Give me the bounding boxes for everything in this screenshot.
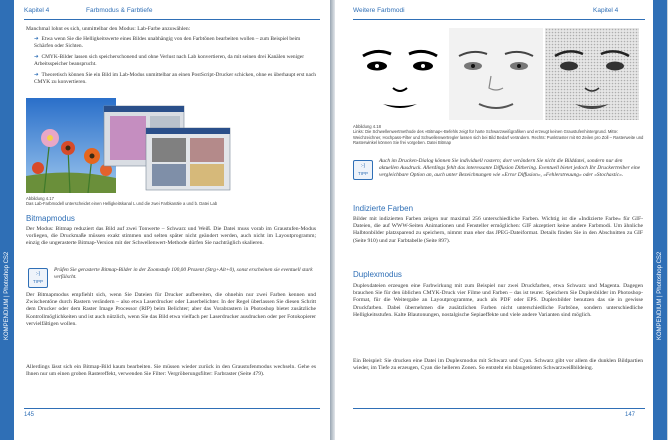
arrow-icon: ➜ (34, 72, 39, 78)
right-tip-text: Auch im Drucken-Dialog können Sie individuell rastern; dort verändern Sie nicht die Bilddatei, sondern nur den aktuellen Ausdruck. Allerdings fehlt das interessante Diffusion Dithering. Eventuell bietet jedoch Ihr Druckertreiber eine vergleichbare Option an, auch unter Bezeichnungen wie »Error Diffusion«, »Fehlerstreuung« oder »Stochastic«. (379, 158, 641, 178)
left-tip-text: Prüfen Sie gerasterte Bitmap-Bilder in der Zoomstufe 100,00 Prozent (Strg+Alt+0), sonst erscheinen sie eventuell stark verfälscht. (54, 267, 313, 280)
right-footer-rule (353, 408, 645, 409)
arrow-icon: ➜ (34, 36, 39, 42)
section-bitmap-heading: Bitmapmodus (26, 214, 75, 223)
lab-figure-graphic (26, 98, 236, 193)
right-header-chapter: Kapitel 4 (593, 7, 619, 14)
left-page-number: 145 (24, 412, 35, 418)
section-duplex-heading: Duplexmodus (353, 270, 402, 279)
left-header-rule (24, 19, 320, 20)
left-paragraph-3: Allerdings lässt sich ein Bitmap-Bild kaum bearbeiten. Sie müssen wieder zurück in den Graustufenmodus wechseln. Gehe es Ihnen nur um einen groben Rastereffekt, verwenden Sie Filter: Vergröberungsfilter: Farbraster (Seite 479). (26, 364, 316, 378)
tip-icon: :-) TIPP (353, 160, 373, 180)
face-threshold-graphic (353, 28, 447, 120)
section-indexed-text: Bilder mit indizierten Farben zeigen nur maximal 256 unterschiedliche Farben. Wichtig ist die »Indizierte Farbe« für GIF-Dateien, die auf WWW-Seiten Animationen und Fensteller ermöglichen: GIF akzeptiert keine andere Farbmodi. Um ähnliche Halbtonbilder platzsparend zu speichern, nimmt man eher das JPEG-Dateiformat. Details finden Sie in den Abschnitten zu GIF (Seite 910) und zur Farbtabelle (Seite 897). (353, 216, 643, 244)
left-edge-text: KOMPENDIUM | Photoshop CS2 (4, 251, 10, 340)
right-edge-text: KOMPENDIUM | Photoshop CS2 (657, 251, 663, 340)
left-header-title: Farbmodus & Farbtiefe (86, 7, 153, 14)
section-duplex-example: Ein Beispiel: Sie drucken eine Datei im Duplexmodus mit Schwarz und Cyan. Schwarz gibt vor allem die dunklen Bildpartien wieder, im Tiefe zu erzeugen, Cyan die helleren Zonen. So entsteht ein blaugetönten Schwarzweißbildeing. (353, 358, 643, 372)
right-edge-strip (653, 0, 667, 440)
figure-4-17-caption: Abbildung 4.17 Das Lab-Farbmodell unterscheidet einen Helligkeitskanal L und die zwei Farbkanäle a und b. Datei Lab (26, 196, 218, 207)
right-header-rule (353, 19, 645, 20)
face-highpass-graphic (449, 28, 543, 120)
figure-4-18-caption: Abbildung 4.18 Links: Die Schwellenwertmethode des »Bitmap«-Befehls zeigt für harte Schwarzweißgrafiken und erzeugt keinen Graustufenhintergrund. Mitte: Weichzeichner, Hochpass-Filter und Schwellenwertregler lassen sich bei Bild Bedarf verändern. Rechts: Punktraster mit 60 Zeilen pro Zoll – Rasterweite und Rasterwinkel können Sie frei vorgeben. Datei Bitmap (353, 124, 644, 146)
figure-lab-image (26, 98, 236, 193)
face-halftone-graphic (545, 28, 639, 120)
left-paragraph-2: Der Bitmapmodus empfiehlt sich, wenn Sie Dateien für Drucker aufbereiten, die ohnehin nur zwei Farben kennen und Zwischentöne durch Rastern verändern – also etwa Laserdrucker oder Laserbelichter. In der Regel überlassen Sie diesen Schritt dem Drucker oder dem Raster Image Processor (RIP) beim Belichter; aber das Vorabrastern in Photoshop bietet zusätzliche Kontrollmöglichkeiten und ist auch nützlich, wenn Sie das Bild etwa vielfach per Laserdrucker ausdrucken oder per Fotokopierer vervielfältigen wollen. (26, 292, 317, 327)
left-bullet-3: ➜ Theoretisch können Sie ein Bild im Lab-Modus unmittelbar an einen PostScript-Drucker schicken, ohne es überhaupt erst nach CMYK zu konvertieren. (34, 72, 316, 85)
tip-icon: :-) TIPP (28, 268, 48, 288)
right-page (335, 0, 653, 440)
left-intro: Manchmal lohnt es sich, unmittelbar den Modus: Lab-Farbe anzuwählen: (26, 26, 191, 32)
left-footer-rule (24, 408, 320, 409)
section-indexed-heading: Indizierte Farben (353, 204, 414, 213)
arrow-icon: ➜ (34, 54, 39, 60)
right-header-title: Weitere Farbmodi (353, 7, 405, 14)
left-bullet-2: ➜ CMYK-Bilder lassen sich speicherschonend und ohne Verlust nach Lab konvertieren, da mit seinen drei Kanälen weniger Arbeitsspeicher beansprucht. (34, 54, 304, 67)
left-page (14, 0, 330, 440)
left-header-chapter: Kapitel 4 (24, 7, 50, 14)
section-bitmap-text: Der Modus: Bitmap reduziert das Bild auf zwei Tonwerte – Schwarz und Weiß. Die Datei muss vorab im Graustufen-Modus vorliegen, die Druckmaße müssen exakt stimmen und selten später nicht geändert werden, auch nicht im Layoutprogramm; einzig die ungerasterte Bitmap-Version mit der Schwellenwert-Methode dürfen Sie nachträglich skalieren. (26, 226, 316, 247)
section-duplex-text: Duplexdateien erzeugen eine Farbwirkung mit zum Beispiel nur zwei Druckfarben, etwa Schwarz und Magenta. Dagegen brauchen Sie für den üblichen CMYK-Druck vier Filme und Farben – das ist teurer. Speichern Sie Duplexbilder im Photoshop-Format, für die Weitergabe an Layoutprogramme, auch als PDF oder EPS. Duplexbilder benutzen das sie in gewisse Druckfarben. Dabei übernehmen die zusätzlichen Farben nicht unterschiedliche Farbtöne, sondern unterschiedliche Helligkeitsstufen. Kalte Blautonungen, nostalgische Sepiaeffekte und viele andere Varianten sind möglich. (353, 283, 643, 318)
face-threshold (353, 28, 447, 120)
left-edge-strip (0, 0, 14, 440)
left-bullet-1: ➜ Etwa wenn Sie die Helligkeitswerte eines Bildes unabhängig von den Farbtönen bearbeiten wollen – zum Beispiel beim Schärfen oder Sichten. (34, 36, 301, 49)
face-highpass (449, 28, 543, 120)
face-halftone (545, 28, 639, 120)
right-page-number: 147 (625, 412, 636, 418)
